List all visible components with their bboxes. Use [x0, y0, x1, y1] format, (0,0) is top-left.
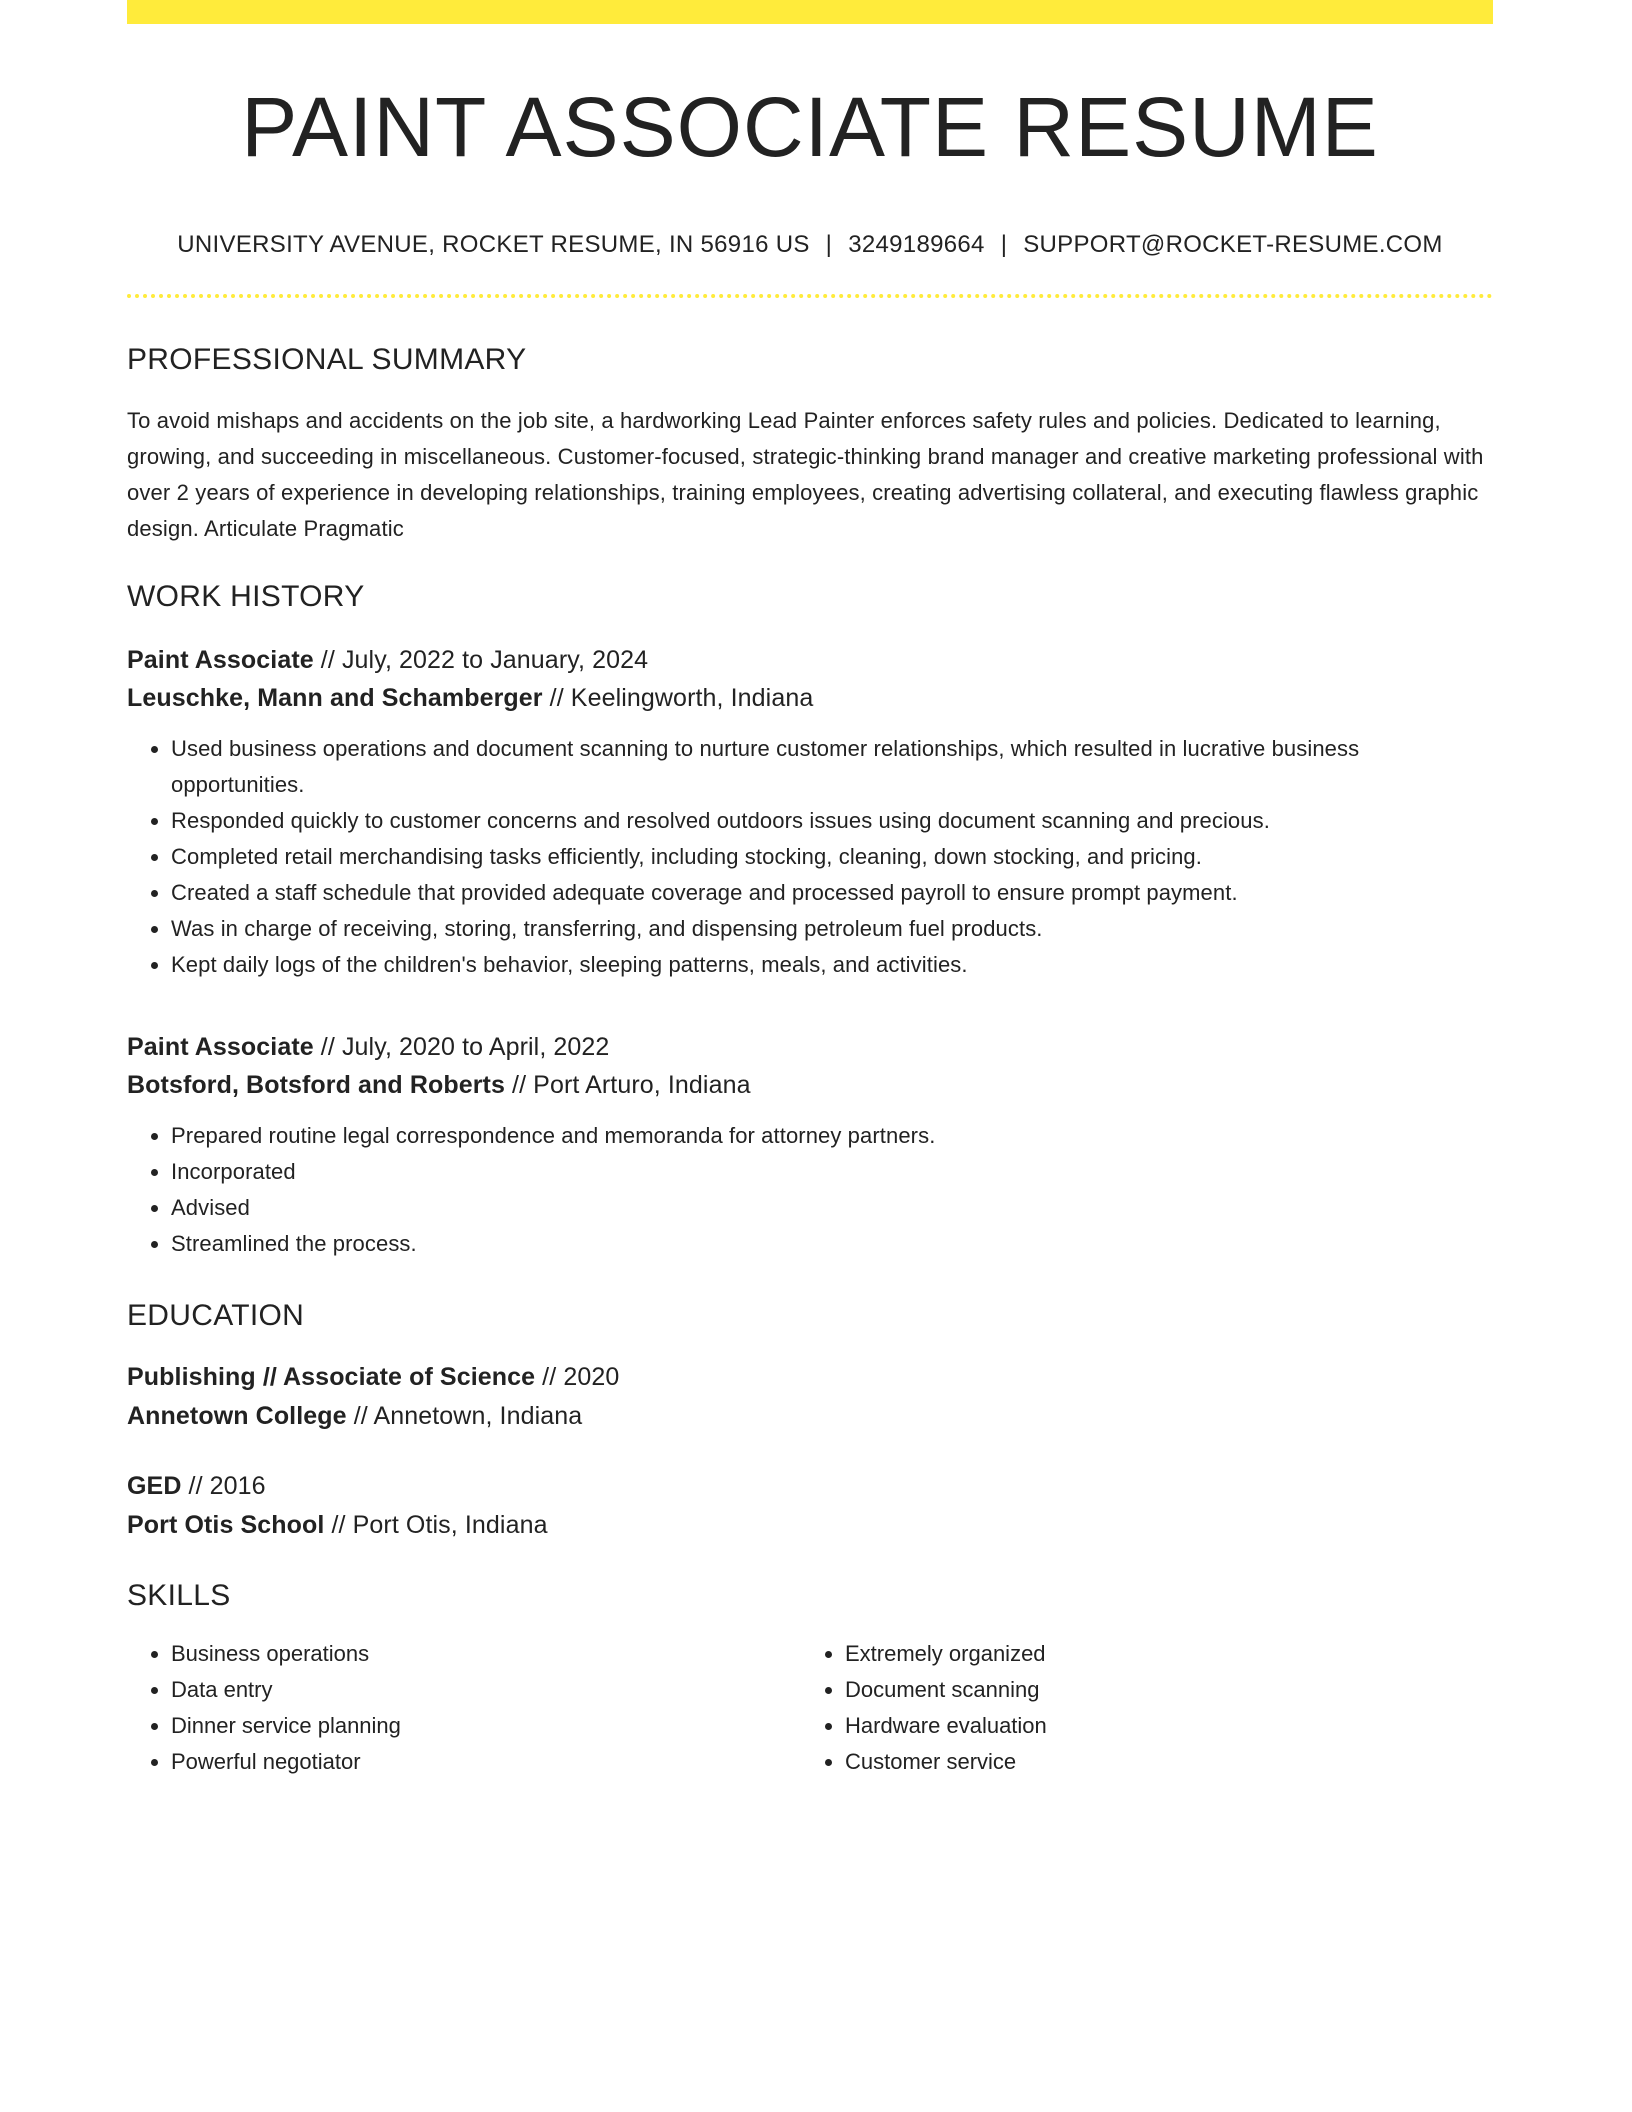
section-title-education: EDUCATION [127, 1299, 305, 1333]
job-bullet: • Prepared routine legal correspondence and memoranda for attorney partners. [171, 1118, 1493, 1154]
job-dates: // July, 2022 to January, 2024 [313, 646, 649, 675]
job-role-line [127, 641, 1493, 679]
education-school: Annetown College [127, 1402, 347, 1431]
dotted-divider [127, 294, 1493, 298]
education-degree: Publishing // Associate of Science [127, 1363, 536, 1392]
resume-page [127, 0, 1493, 1780]
job-entry [127, 641, 1493, 983]
job-dates: // July, 2020 to April, 2022 [313, 1033, 610, 1062]
education-school: Port Otis School [127, 1511, 325, 1540]
job-bullet: • Advised [171, 1190, 1493, 1226]
skills-grid [127, 1636, 1493, 1780]
job-bullet: • Used business operations and document scanning to nurture customer relationships, which resulted in lucrative business opportunities. [171, 731, 1493, 803]
job-bullet: • Was in charge of receiving, storing, transferring, and dispensing petroleum fuel products. [171, 911, 1493, 947]
section-title-work-history: WORK HISTORY [127, 580, 365, 614]
education-location: // Annetown, Indiana [346, 1402, 583, 1431]
education-degree: GED [127, 1472, 182, 1501]
job-company-line [127, 679, 1493, 717]
section-title-skills: SKILLS [127, 1579, 231, 1613]
job-company: Leuschke, Mann and Schamberger [127, 684, 543, 713]
resume-title: PAINT ASSOCIATE RESUME [241, 80, 1379, 174]
skill-item: • Dinner service planning [171, 1708, 801, 1744]
job-bullet: • Streamlined the process. [171, 1226, 1493, 1262]
section-title-summary: PROFESSIONAL SUMMARY [127, 343, 527, 377]
job-location: // Keelingworth, Indiana [542, 684, 814, 713]
education-year: // 2016 [181, 1472, 266, 1501]
contact-address: UNIVERSITY AVENUE, ROCKET RESUME, IN 56916 US [177, 231, 810, 259]
skill-item: • Document scanning [845, 1672, 1475, 1708]
education-degree-line [127, 1467, 1493, 1505]
job-bullet: • Incorporated [171, 1154, 1493, 1190]
summary-text: To avoid mishaps and accidents on the job site, a hardworking Lead Painter enforces safety rules and policies. Dedicated to learning, growing, and succeeding in miscellaneous. Customer-focused, strategic-thinking brand manager and creative marketing professional with over 2 years of experience in developing relationships, training employees, creating advertising collateral, and executing flawless graphic design. Articulate Pragmatic [127, 408, 1484, 542]
skills-column-right [801, 1636, 1475, 1780]
education-school-line [127, 1506, 1493, 1544]
skill-item: • Data entry [171, 1672, 801, 1708]
education-school-line [127, 1397, 1493, 1435]
contact-separator: | [1000, 231, 1008, 259]
job-bullets [127, 731, 1493, 983]
job-bullet: • Responded quickly to customer concerns and resolved outdoors issues using document scanning and precious. [171, 803, 1493, 839]
education-degree-line [127, 1358, 1493, 1396]
contact-email: SUPPORT@ROCKET-RESUME.COM [1023, 231, 1443, 259]
job-role: Paint Associate [127, 646, 314, 675]
skill-item: • Hardware evaluation [845, 1708, 1475, 1744]
job-bullet: • Completed retail merchandising tasks efficiently, including stocking, cleaning, down stocking, and pricing. [171, 839, 1493, 875]
accent-bar [127, 0, 1493, 24]
job-company-line [127, 1066, 1493, 1104]
contact-phone: 3249189664 [848, 231, 985, 259]
job-role: Paint Associate [127, 1033, 314, 1062]
education-year: // 2020 [535, 1363, 620, 1392]
skill-item: • Extremely organized [845, 1636, 1475, 1672]
job-bullets [127, 1118, 1493, 1262]
job-entry [127, 1028, 1493, 1262]
education-entry [127, 1467, 1493, 1544]
education-entry [127, 1358, 1493, 1435]
skill-item: • Business operations [171, 1636, 801, 1672]
job-role-line [127, 1028, 1493, 1066]
job-bullet: • Kept daily logs of the children's behavior, sleeping patterns, meals, and activities. [171, 947, 1493, 983]
skills-column-left [127, 1636, 801, 1780]
contact-line [127, 231, 1493, 260]
skill-item: • Customer service [845, 1744, 1475, 1780]
job-company: Botsford, Botsford and Roberts [127, 1071, 505, 1100]
job-bullet: • Created a staff schedule that provided adequate coverage and processed payroll to ensure prompt payment. [171, 875, 1493, 911]
contact-separator: | [825, 231, 833, 259]
education-location: // Port Otis, Indiana [324, 1511, 548, 1540]
skill-item: • Powerful negotiator [171, 1744, 801, 1780]
job-location: // Port Arturo, Indiana [505, 1071, 751, 1100]
